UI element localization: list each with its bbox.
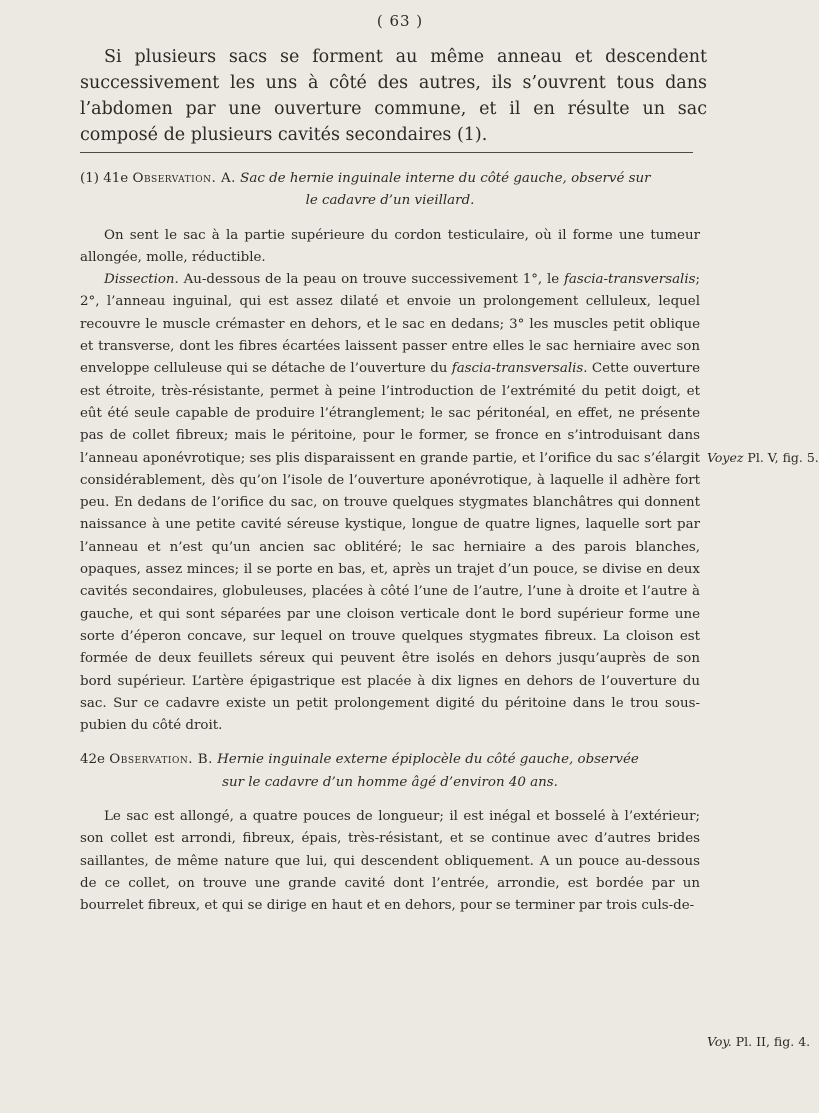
observation-b-label: Observation. B. bbox=[109, 752, 213, 768]
page-number: ( 63 ) bbox=[376, 12, 424, 30]
dissection-text-2: ; 2°, l’anneau inguinal, qui est assez dilaté et envoie un prolongement celluleux, lequel recouvre le muscle crémaster en dehors, et le sac en dedans; 3° les muscles petit oblique et transverse, dont les fibres écartées laissent passer entre elles le sac herniaire avec son enveloppe celluleuse qui se détache de l’ouverture du bbox=[80, 272, 700, 377]
dissection-text-3: Cette ouverture est étroite, très-résistante, permet à peine l’introduction de l’extrémité du petit doigt, et eût été seule capable de produire l’étranglement; le sac péritonéal, en effet, ne présente pas de collet fibreux; mais le péritoine, pour le former, se fronce en s’introduisant dans l’anneau aponévrotique; ses plis disparaissent en grande partie, et l’orifice du sac s’élargit considérablement, dès qu’on l’isole de l’ouverture aponévrotique, à laquelle il adhère fort peu. En dedans de l’orifice du sac, on trouve quelques stygmates blanchâtres qui donnent naissance à une petite cavité séreuse kystique, longue de quatre lignes, laquelle sort par l’anneau et n’est qu’un ancien sac oblitéré; le sac herniaire a des parois blanches, opaques, assez minces; il se porte en bas, et, après un trajet d’un pouce, se divise en deux cavités secondaires, globuleuses, placées à côté l’une de l’autre, l’une à droite et l’autre à gauche, et qui sont séparées par une cloison verticale dont le bord supérieur forme une sorte d’éperon concave, sur lequel on trouve quelques stygmates fibreux. La cloison est formée de deux feuillets séreux qui peuvent être isolés en dehors jusqu’auprès de son bord supérieur. L’artère épigastrique est placée à dix lignes en dehors de l’ouverture du sac. Sur ce cadavre existe un petit prolongement digité du péritoine dans le trou sous-pubien du côté droit. bbox=[80, 361, 700, 734]
footnote-divider bbox=[80, 152, 693, 153]
margin-reference-a-voyez: Voyez bbox=[707, 450, 744, 465]
footnote-block bbox=[80, 168, 700, 918]
intro-paragraph bbox=[80, 44, 707, 148]
observation-b-paragraph-1: Le sac est allongé, a quatre pouces de longueur; il est inégal et bosselé à l’extérieur; son collet est arrondi, fibreux, épais, très-résistant, et se continue avec d’autres brides saillantes, de même nature que lui, qui descendent obliquement. A un pouce au-dessous de ce collet, on trouve une grande cavité dont l’entrée, arrondie, est bordée par un bourrelet fibreux, et qui se dirige en haut et en dehors, pour se terminer par trois culs-de- bbox=[80, 809, 700, 914]
observation-b-title: Hernie inguinale externe épiplocèle du côté gauche, observée bbox=[217, 752, 639, 768]
observation-a-label: Observation. A. bbox=[132, 171, 236, 186]
observation-a-paragraph-1: On sent le sac à la partie supérieure du cordon testiculaire, où il forme une tumeur allongée, molle, réductible. bbox=[80, 227, 700, 265]
margin-reference-a-plate: Pl. V, fig. 5. bbox=[743, 450, 819, 465]
margin-reference-b-voy: Voy. bbox=[707, 1034, 732, 1049]
observation-a-title: Sac de hernie inguinale interne du côté gauche, observé sur bbox=[240, 171, 651, 186]
dissection-text-1: Au-dessous de la peau on trouve successivement 1°, le bbox=[178, 272, 564, 288]
observation-a-subtitle: le cadavre d’un vieillard. bbox=[305, 193, 475, 209]
observation-a-heading bbox=[80, 168, 700, 190]
observation-a-dissection bbox=[80, 269, 700, 737]
observation-a-number: 41e bbox=[103, 171, 129, 186]
footnote-marker: (1) bbox=[80, 171, 99, 186]
intro-text: Si plusieurs sacs se forment au même anneau et descendent successivement les uns à côté des autres, ils s’ouvrent tous dans l’abdomen par une ouverture commune, et il en résulte un sac composé de plusieurs cavités secondaires (1). bbox=[80, 47, 707, 145]
dissection-label: Dissection. bbox=[104, 272, 179, 288]
margin-reference-a bbox=[707, 450, 819, 465]
spacer bbox=[80, 737, 700, 749]
observation-b-heading bbox=[80, 749, 700, 771]
margin-reference-b-plate: Pl. II, fig. 4. bbox=[731, 1034, 811, 1049]
dissection-term-1: fascia-transversalis bbox=[563, 272, 696, 288]
observation-b-subtitle: sur le cadavre d’un homme âgé d’environ 40 ans. bbox=[222, 774, 558, 790]
dissection-term-2: fascia-transversalis. bbox=[451, 361, 588, 377]
margin-reference-b bbox=[707, 1034, 810, 1049]
observation-b-number: 42e bbox=[80, 752, 105, 768]
